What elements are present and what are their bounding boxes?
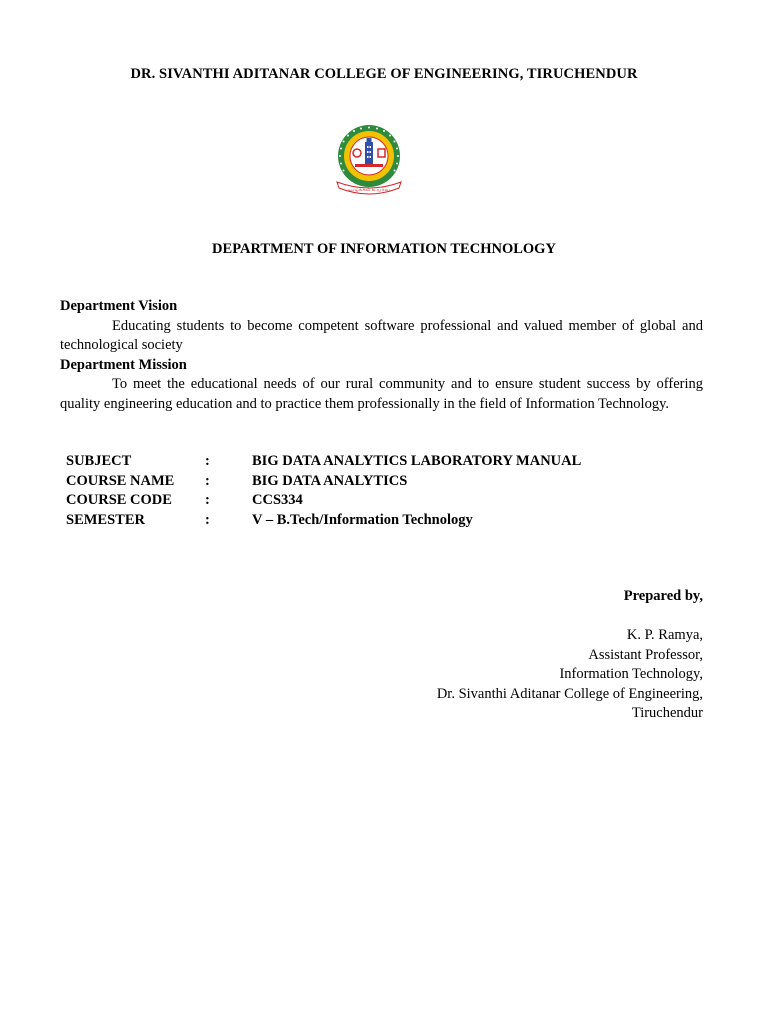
course-info-table bbox=[66, 452, 581, 530]
info-colon: : bbox=[205, 472, 210, 489]
info-value: V – B.Tech/Information Technology bbox=[252, 511, 473, 528]
vision-text: Educating students to become competent software professional and valued member of global and technological society bbox=[60, 317, 703, 353]
course-info-row bbox=[66, 472, 581, 492]
logo-motto: ஒழுக்கம் உயர்வு bbox=[348, 187, 390, 193]
info-value: BIG DATA ANALYTICS bbox=[252, 472, 408, 489]
info-colon: : bbox=[205, 453, 210, 469]
vision-mission-section bbox=[60, 297, 703, 414]
course-info-row bbox=[66, 491, 581, 511]
info-label: COURSE CODE bbox=[66, 492, 172, 508]
info-label: SUBJECT bbox=[66, 453, 132, 469]
logo-base bbox=[355, 164, 383, 167]
prepared-by-label: Prepared by, bbox=[623, 588, 703, 604]
author-institution: Dr. Sivanthi Aditanar College of Engineering, bbox=[436, 685, 703, 702]
logo-tower bbox=[365, 142, 373, 164]
college-title: DR. SIVANTHI ADITANAR COLLEGE OF ENGINEERING, TIRUCHENDUR bbox=[130, 66, 638, 82]
college-emblem-icon bbox=[327, 122, 411, 198]
course-info-row bbox=[66, 452, 581, 472]
author-city: Tiruchendur bbox=[631, 705, 703, 721]
author-name: K. P. Ramya, bbox=[626, 627, 703, 643]
info-label: SEMESTER bbox=[66, 511, 145, 528]
mission-text: To meet the educational needs of our rural community and to ensure student success by offering quality engineering education and to practice them professionally in the field of Information Technology. bbox=[60, 376, 703, 412]
info-value: CCS334 bbox=[252, 492, 303, 508]
info-label: COURSE NAME bbox=[66, 472, 175, 489]
author-designation: Assistant Professor, bbox=[588, 646, 703, 663]
mission-heading: Department Mission bbox=[60, 356, 187, 373]
course-info-row bbox=[66, 511, 581, 531]
info-colon: : bbox=[205, 511, 210, 528]
author-block bbox=[437, 626, 703, 724]
department-title: DEPARTMENT OF INFORMATION TECHNOLOGY bbox=[212, 241, 556, 257]
info-colon: : bbox=[205, 492, 210, 508]
author-department: Information Technology, bbox=[559, 666, 703, 682]
vision-heading: Department Vision bbox=[60, 298, 178, 314]
info-value: BIG DATA ANALYTICS LABORATORY MANUAL bbox=[252, 453, 582, 469]
